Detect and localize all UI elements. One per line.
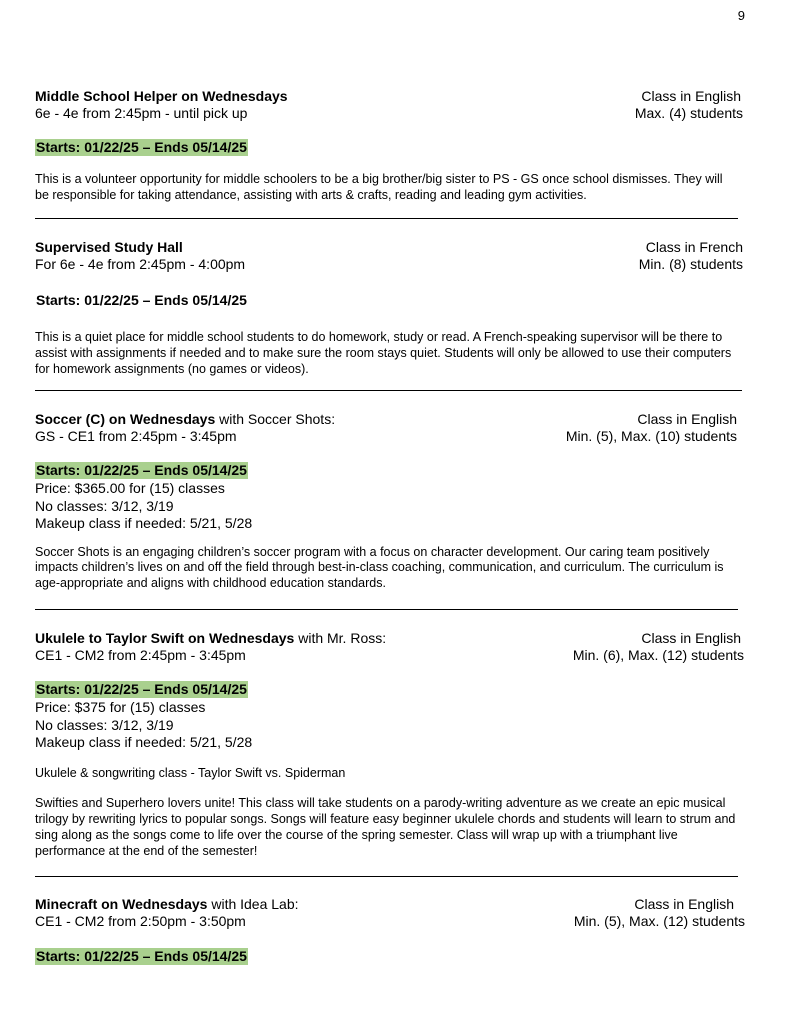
course-description: This is a volunteer opportunity for middle schoolers to be a big brother/big sister to PS - GS once school dismisses. They will be responsible for taking attendance, assisting with arts & crafts, reading and leading gym activities. xyxy=(35,172,723,202)
course-supervised-study-hall xyxy=(35,239,745,377)
course-no-classes: No classes: 3/12, 3/19 xyxy=(35,716,174,733)
course-title: Minecraft on Wednesdays with Idea Lab: xyxy=(35,896,299,912)
course-schedule: CE1 - CM2 from 2:45pm - 3:45pm xyxy=(35,647,246,663)
course-capacity: Max. (4) students xyxy=(634,105,743,121)
course-schedule-row xyxy=(35,428,745,445)
course-subtitle: Ukulele & songwriting class - Taylor Swift vs. Spiderman xyxy=(35,765,346,780)
course-dates: Starts: 01/22/25 – Ends 05/14/25 xyxy=(36,462,247,478)
course-makeup: Makeup class if needed: 5/21, 5/28 xyxy=(35,734,253,750)
divider xyxy=(35,218,738,219)
course-schedule: GS - CE1 from 2:45pm - 3:45pm xyxy=(35,428,237,444)
course-soccer xyxy=(35,411,745,592)
course-header xyxy=(35,411,745,428)
course-title: Soccer (C) on Wednesdays with Soccer Shots: xyxy=(35,411,336,427)
course-no-classes: No classes: 3/12, 3/19 xyxy=(35,497,174,514)
page-number: 9 xyxy=(737,8,745,23)
course-schedule-row xyxy=(35,105,745,122)
course-language: Class in French xyxy=(645,239,743,255)
course-schedule-row xyxy=(35,913,745,930)
course-description: This is a quiet place for middle school students to do homework, study or read. A French-speaking supervisor will be there to assist with assignments if needed and to make sure the room stays quiet. Students will only be allowed to use their computers for homework assignments (no games or videos). xyxy=(35,330,732,376)
course-header xyxy=(35,896,745,913)
course-title: Ukulele to Taylor Swift on Wednesdays with Mr. Ross: xyxy=(35,630,387,646)
course-description: Soccer Shots is an engaging children’s soccer program with a focus on character development. Our caring team positively impacts children’s lives on and off the field through best-in-class coaching, communication, and curriculum. The curriculum is age-appropriate and aligns with childhood education standards. xyxy=(35,544,724,591)
course-price: Price: $375 for (15) classes xyxy=(35,699,206,715)
course-dates: Starts: 01/22/25 – Ends 05/14/25 xyxy=(36,139,247,155)
course-dates: Starts: 01/22/25 – Ends 05/14/25 xyxy=(36,681,247,697)
course-price: Price: $365.00 for (15) classes xyxy=(35,480,225,496)
course-middle-school-helper xyxy=(35,88,745,204)
course-schedule-row xyxy=(35,256,745,273)
divider xyxy=(35,876,738,877)
course-dates: Starts: 01/22/25 – Ends 05/14/25 xyxy=(36,948,247,964)
course-schedule-row xyxy=(35,647,745,664)
course-ukulele xyxy=(35,630,745,859)
course-description: Swifties and Superhero lovers unite! This class will take students on a parody-writing adventure as we create an epic musical trilogy by rewriting lyrics to popular songs. Songs will feature easy beginner ukulele chords and students will learn to strum and sing along as the songs come to life over the course of the spring semester. Class will wrap up with a triumphant live performance at the end of the semester! xyxy=(35,796,736,858)
course-language: Class in English xyxy=(641,630,741,646)
divider xyxy=(35,609,738,610)
course-language: Class in English xyxy=(641,88,741,104)
course-capacity: Min. (6), Max. (12) students xyxy=(572,647,744,663)
course-language: Class in English xyxy=(637,411,737,427)
course-schedule: 6e - 4e from 2:45pm - until pick up xyxy=(35,105,248,121)
course-header xyxy=(35,88,745,105)
course-makeup: Makeup class if needed: 5/21, 5/28 xyxy=(35,515,253,531)
course-schedule: For 6e - 4e from 2:45pm - 4:00pm xyxy=(35,256,246,272)
course-header xyxy=(35,239,745,256)
course-title: Middle School Helper on Wednesdays xyxy=(35,88,288,104)
course-capacity: Min. (8) students xyxy=(638,256,743,272)
course-capacity: Min. (5), Max. (12) students xyxy=(573,913,745,929)
course-dates: Starts: 01/22/25 – Ends 05/14/25 xyxy=(36,292,247,308)
course-title: Supervised Study Hall xyxy=(35,239,183,255)
course-schedule: CE1 - CM2 from 2:50pm - 3:50pm xyxy=(35,913,246,929)
course-language: Class in English xyxy=(634,896,734,912)
course-header xyxy=(35,630,745,647)
divider xyxy=(35,390,742,391)
course-capacity: Min. (5), Max. (10) students xyxy=(565,428,737,444)
course-minecraft xyxy=(35,896,745,966)
